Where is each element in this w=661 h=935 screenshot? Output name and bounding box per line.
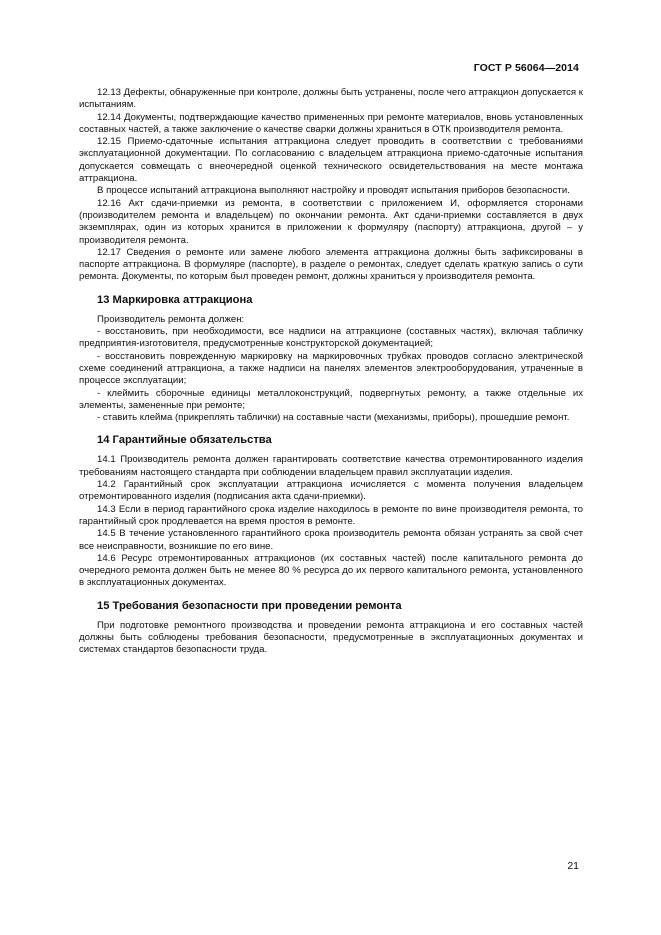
paragraph: 12.13 Дефекты, обнаруженные при контроле, должны быть устранены, после чего аттракцион допускается к испытаниям. bbox=[79, 87, 583, 111]
list-item: - восстановить, при необходимости, все надписи на аттракционе (составных частях), включая табличку предприятия-изготовителя, предусмотренные конструкторской документацией; bbox=[79, 326, 583, 350]
document-standard-id: ГОСТ Р 56064—2014 bbox=[473, 62, 579, 74]
paragraph: 14.6 Ресурс отремонтированных аттракционов (их составных частей) после капитального ремонта до очередного ремонта должен быть не менее 80 % ресурса до их первого капитального ремонта, установленного в эксплуатационных документах. bbox=[79, 552, 583, 589]
paragraph: 12.14 Документы, подтверждающие качество примененных при ремонте материалов, вновь установленных составных частей, а также заключение о качестве сварки должны храниться в ОТК производителя ремонта. bbox=[79, 111, 583, 135]
section-heading: 15 Требования безопасности при проведении ремонта bbox=[97, 599, 402, 612]
paragraph: В процессе испытаний аттракциона выполняют настройку и проводят испытания приборов безопасности. bbox=[97, 185, 570, 197]
page-number: 21 bbox=[567, 860, 579, 872]
paragraph: 14.3 Если в период гарантийного срока изделие находилось в ремонте по вине производителя ремонта, то гарантийный срок продлевается на время простоя в ремонте. bbox=[79, 503, 583, 527]
paragraph: 14.5 В течение установленного гарантийного срока производитель ремонта обязан устранять за свой счет все неисправности, возникшие по его вине. bbox=[79, 528, 583, 552]
paragraph: 14.1 Производитель ремонта должен гарантировать соответствие качества отремонтированного изделия требованиям настоящего стандарта при соблюдении владельцем правил эксплуатации изделия. bbox=[79, 454, 583, 478]
paragraph: Производитель ремонта должен: bbox=[97, 313, 245, 325]
list-item: - восстановить поврежденную маркировку на маркировочных трубках проводов согласно электрической схеме соединений аттракциона, а также надписи на панелях элементов электрооборудования, утраченные в процессе эксплуатации; bbox=[79, 350, 583, 387]
paragraph: 12.16 Акт сдачи-приемки из ремонта, в соответствии с приложением И, оформляется сторонами (производителем ремонта и владельцем) по окончании ремонта. Акт сдачи-приемки составляется в двух экземплярах, один из которых хранится в приложении к формуляру (паспорту) аттракциона, другой – у производителя ремонта. bbox=[79, 197, 583, 246]
document-body bbox=[79, 87, 583, 657]
section-heading: 13 Маркировка аттракциона bbox=[97, 293, 253, 306]
list-item: - ставить клейма (прикреплять таблички) на составные части (механизмы, приборы), прошедшие ремонт. bbox=[97, 412, 570, 424]
paragraph: 12.15 Приемо-сдаточные испытания аттракциона следует проводить в соответствии с требованиями эксплуатационной документации. По согласованию с владельцем аттракциона приемо-сдаточные испытания допускается совмещать с внеочередной оценкой технического освидетельствования на месте монтажа аттракциона. bbox=[79, 136, 583, 185]
section-heading: 14 Гарантийные обязательства bbox=[97, 434, 272, 447]
paragraph: 12.17 Сведения о ремонте или замене любого элемента аттракциона должны быть зафиксированы в паспорте аттракциона. В формуляре (паспорте), в разделе о ремонтах, следует сделать краткую запись о сути ремонта. Документы, по которым был проведен ремонт, должны храниться у производителя ремонта. bbox=[79, 246, 583, 283]
list-item: - клеймить сборочные единицы металлоконструкций, подвергнутых ремонту, а также отдельные их элементы, замененные при ремонте; bbox=[79, 387, 583, 411]
paragraph: При подготовке ремонтного производства и проведении ремонта аттракциона и его составных частей должны быть соблюдены требования безопасности, предусмотренные в эксплуатационных документах и системах стандартов безопасности труда. bbox=[79, 619, 583, 656]
paragraph: 14.2 Гарантийный срок эксплуатации аттракциона исчисляется с момента получения владельцем отремонтированного изделия (подписания акта сдачи-приемки). bbox=[79, 479, 583, 503]
